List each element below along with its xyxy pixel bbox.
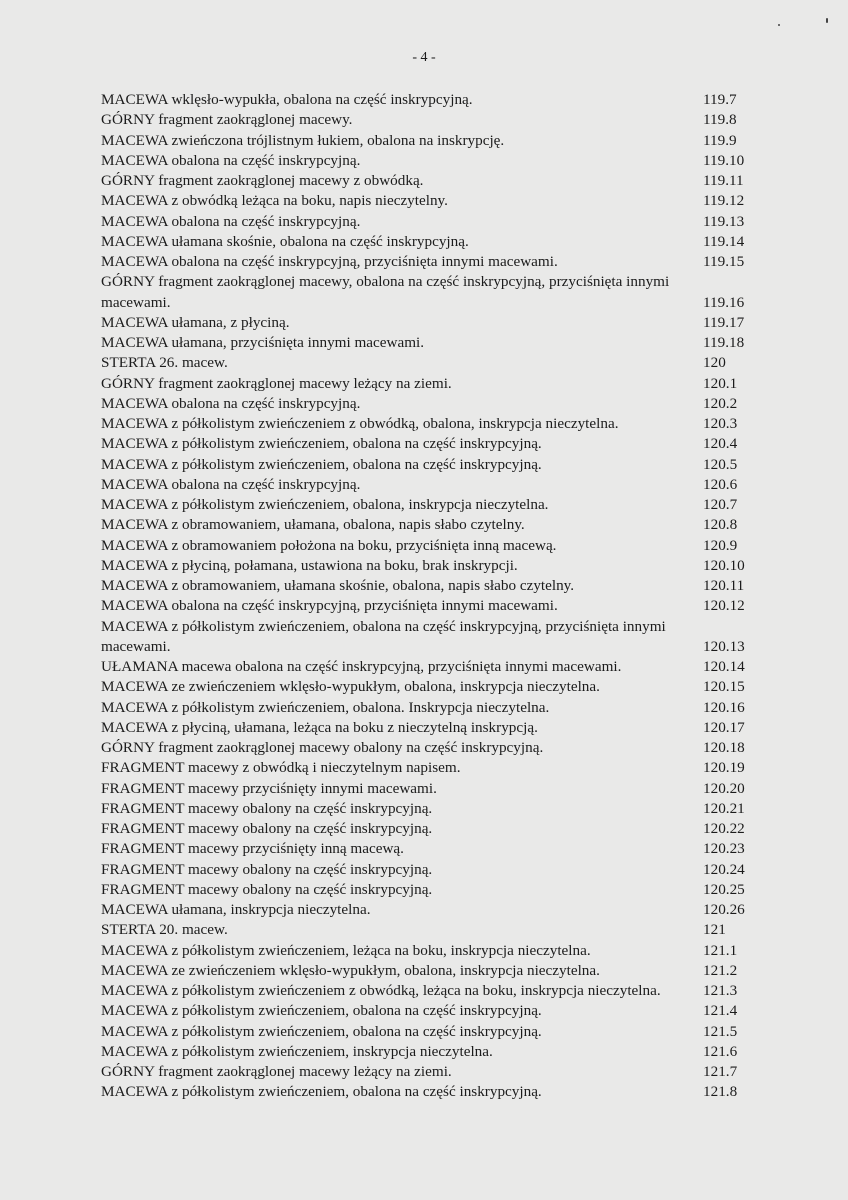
entry-number: 120.23 [703,840,745,858]
list-item [101,1001,761,1021]
entry-number: 119.9 [703,131,737,149]
entry-description: GÓRNY fragment zaokrąglonej macewy leżący na ziemi. [101,1063,452,1080]
entry-number: 121.3 [703,982,738,999]
entry-number: 120.9 [703,536,738,554]
entry-number: 120.14 [703,658,745,675]
entry-description: MACEWA obalona na część inskrypcyjną. [101,151,361,169]
entry-number: 121.1 [703,941,738,959]
list-item [101,455,761,475]
entry-description: MACEWA z półkolistym zwieńczeniem, obalona na część inskrypcyjną. [101,1022,542,1040]
list-item [101,151,761,171]
list-item [101,252,761,272]
entry-number: 120.2 [703,394,738,412]
list-item [101,860,761,880]
scan-speck [778,24,780,26]
entry-description: MACEWA z półkolistym zwieńczeniem, obalona na część inskrypcyjną. [101,1083,542,1101]
list-item [101,475,761,495]
entry-description: FRAGMENT macewy obalony na część inskrypcyjną. [101,880,433,898]
entry-number: 120.4 [703,435,738,453]
entry-number: 120.17 [703,718,745,736]
entry-description: MACEWA wklęsło-wypukła, obalona na część inskrypcyjną. [101,91,473,108]
entry-description: MACEWA obalona na część inskrypcyjną. [101,475,361,493]
list-item [101,576,761,596]
list-item [101,191,761,211]
entry-description: MACEWA zwieńczona trójlistnym łukiem, obalona na inskrypcję. [101,131,505,149]
list-item [101,617,761,658]
list-item [101,961,761,981]
entry-number: 121 [703,921,726,939]
entry-number: 121.8 [703,1083,738,1101]
list-item [101,596,761,616]
entry-number: 119.7 [703,91,737,108]
list-item [101,981,761,1001]
entry-description: MACEWA z płyciną, ułamana, leżąca na boku z nieczytelną inskrypcją. [101,718,538,736]
entry-description: MACEWA ułamana skośnie, obalona na część inskrypcyjną. [101,232,469,250]
entry-number: 120.15 [703,678,745,696]
entry-description: MACEWA z obwódką leżąca na boku, napis nieczytelny. [101,192,448,210]
entry-number: 120.22 [703,820,745,837]
entry-description: MACEWA obalona na część inskrypcyjną, przyciśnięta innymi macewami. [101,597,558,615]
list-item [101,536,761,556]
list-item [101,353,761,373]
list-item [101,90,761,110]
entry-number: 120.26 [703,901,745,918]
scan-speck [826,18,828,23]
entry-number: 120.11 [703,577,745,594]
list-item [101,212,761,232]
entry-description: MACEWA z półkolistym zwieńczeniem, obalona na część inskrypcyjną. [101,435,542,453]
entry-description: UŁAMANA macewa obalona na część inskrypcyjną, przyciśnięta innymi macewami. [101,658,622,675]
entry-description: MACEWA z półkolistym zwieńczeniem, obalona, inskrypcja nieczytelna. [101,496,549,513]
list-item [101,171,761,191]
list-item [101,1062,761,1082]
entry-number: 121.4 [703,1002,738,1020]
list-item [101,758,761,778]
entry-description: MACEWA z półkolistym zwieńczeniem, obalona na część inskrypcyjną. [101,1002,542,1020]
entry-number: 119.15 [703,253,745,270]
page-number: - 4 - [412,50,436,65]
entry-number: 121.6 [703,1042,738,1060]
entry-number: 119.8 [703,111,737,129]
entry-description: MACEWA obalona na część inskrypcyjną. [101,212,361,230]
entry-description: MACEWA z półkolistym zwieńczeniem z obwódką, obalona, inskrypcja nieczytelna. [101,415,619,432]
list-item [101,232,761,252]
entry-description: MACEWA z obramowaniem, ułamana, obalona, napis słabo czytelny. [101,516,525,534]
entry-description: GÓRNY fragment zaokrąglonej macewy, obalona na część inskrypcyjną, przyciśnięta innymi macewami. [101,273,670,311]
list-item [101,900,761,920]
entry-description: MACEWA z półkolistym zwieńczeniem z obwódką, leżąca na boku, inskrypcja nieczytelna. [101,982,661,999]
list-item [101,920,761,940]
entry-number: 119.17 [703,313,745,331]
entry-description: MACEWA ułamana, z płyciną. [101,313,290,331]
list-item [101,495,761,515]
entry-number: 120.3 [703,415,738,432]
list-item [101,374,761,394]
entry-list [101,90,761,1103]
list-item [101,880,761,900]
entry-description: GÓRNY fragment zaokrąglonej macewy. [101,111,353,129]
list-item [101,434,761,454]
entry-description: MACEWA ułamana, inskrypcja nieczytelna. [101,901,371,918]
entry-number: 119.14 [703,232,745,250]
entry-description: MACEWA z półkolistym zwieńczeniem, obalona na część inskrypcyjną, przyciśnięta innymi macewami. [101,617,666,655]
list-item [101,556,761,576]
entry-number: 120.16 [703,698,745,716]
entry-description: MACEWA obalona na część inskrypcyjną. [101,394,361,412]
entry-number: 121.2 [703,961,738,979]
entry-description: MACEWA z półkolistym zwieńczeniem, inskrypcja nieczytelna. [101,1042,493,1060]
entry-description: FRAGMENT macewy obalony na część inskrypcyjną. [101,820,433,837]
entry-number: 120.1 [703,374,738,392]
list-item [101,1082,761,1102]
list-item [101,779,761,799]
entry-number: 120.10 [703,556,745,574]
entry-description: FRAGMENT macewy przyciśnięty inną macewą. [101,840,404,858]
list-item [101,657,761,677]
entry-number: 120 [703,354,726,372]
entry-number: 119.11 [703,172,744,189]
entry-number: 119.13 [703,212,745,230]
list-item [101,819,761,839]
list-item [101,718,761,738]
entry-number: 120.25 [703,880,745,898]
entry-number: 121.7 [703,1063,738,1080]
entry-description: MACEWA ze zwieńczeniem wklęsło-wypukłym, obalona, inskrypcja nieczytelna. [101,961,600,979]
list-item [101,313,761,333]
entry-number: 119.16 [703,293,745,311]
list-item [101,272,761,313]
entry-number: 119.18 [703,334,745,351]
entry-number: 119.12 [703,192,745,210]
list-item [101,677,761,697]
entry-description: GÓRNY fragment zaokrąglonej macewy leżący na ziemi. [101,374,452,392]
entry-number: 120.19 [703,759,745,777]
entry-description: FRAGMENT macewy z obwódką i nieczytelnym napisem. [101,759,461,777]
list-item [101,738,761,758]
entry-description: MACEWA z obramowaniem, ułamana skośnie, obalona, napis słabo czytelny. [101,577,575,594]
entry-description: MACEWA ze zwieńczeniem wklęsło-wypukłym, obalona, inskrypcja nieczytelna. [101,678,600,696]
entry-description: MACEWA z półkolistym zwieńczeniem, obalona na część inskrypcyjną. [101,455,542,473]
entry-description: MACEWA z obramowaniem położona na boku, przyciśnięta inną macewą. [101,536,557,554]
list-item [101,799,761,819]
entry-description: GÓRNY fragment zaokrąglonej macewy obalony na część inskrypcyjną. [101,739,544,756]
entry-description: MACEWA z półkolistym zwieńczeniem, leżąca na boku, inskrypcja nieczytelna. [101,941,591,959]
entry-number: 120.12 [703,597,745,615]
list-item [101,110,761,130]
list-item [101,131,761,151]
entry-number: 120.8 [703,516,738,534]
list-item [101,941,761,961]
entry-number: 120.21 [703,799,745,817]
list-item [101,1042,761,1062]
entry-number: 120.7 [703,496,738,513]
entry-description: MACEWA ułamana, przyciśnięta innymi macewami. [101,334,425,351]
entry-number: 120.6 [703,475,738,493]
entry-number: 121.5 [703,1022,738,1040]
entry-number: 120.24 [703,860,745,878]
list-item [101,333,761,353]
entry-number: 120.13 [703,637,745,655]
list-item [101,515,761,535]
entry-number: 120.5 [703,455,738,473]
entry-description: FRAGMENT macewy obalony na część inskrypcyjną. [101,799,433,817]
entry-description: MACEWA obalona na część inskrypcyjną, przyciśnięta innymi macewami. [101,253,558,270]
entry-description: MACEWA z półkolistym zwieńczeniem, obalona. Inskrypcja nieczytelna. [101,698,550,716]
entry-description: MACEWA z płyciną, połamana, ustawiona na boku, brak inskrypcji. [101,556,518,574]
entry-description: GÓRNY fragment zaokrąglonej macewy z obwódką. [101,172,424,189]
entry-description: STERTA 26. macew. [101,354,228,372]
list-item [101,414,761,434]
list-item [101,1022,761,1042]
entry-number: 119.10 [703,151,745,169]
list-item [101,698,761,718]
entry-number: 120.20 [703,779,745,797]
entry-description: FRAGMENT macewy przyciśnięty innymi macewami. [101,779,437,797]
list-item [101,394,761,414]
entry-description: FRAGMENT macewy obalony na część inskrypcyjną. [101,860,433,878]
entry-number: 120.18 [703,739,745,756]
entry-description: STERTA 20. macew. [101,921,228,939]
list-item [101,839,761,859]
